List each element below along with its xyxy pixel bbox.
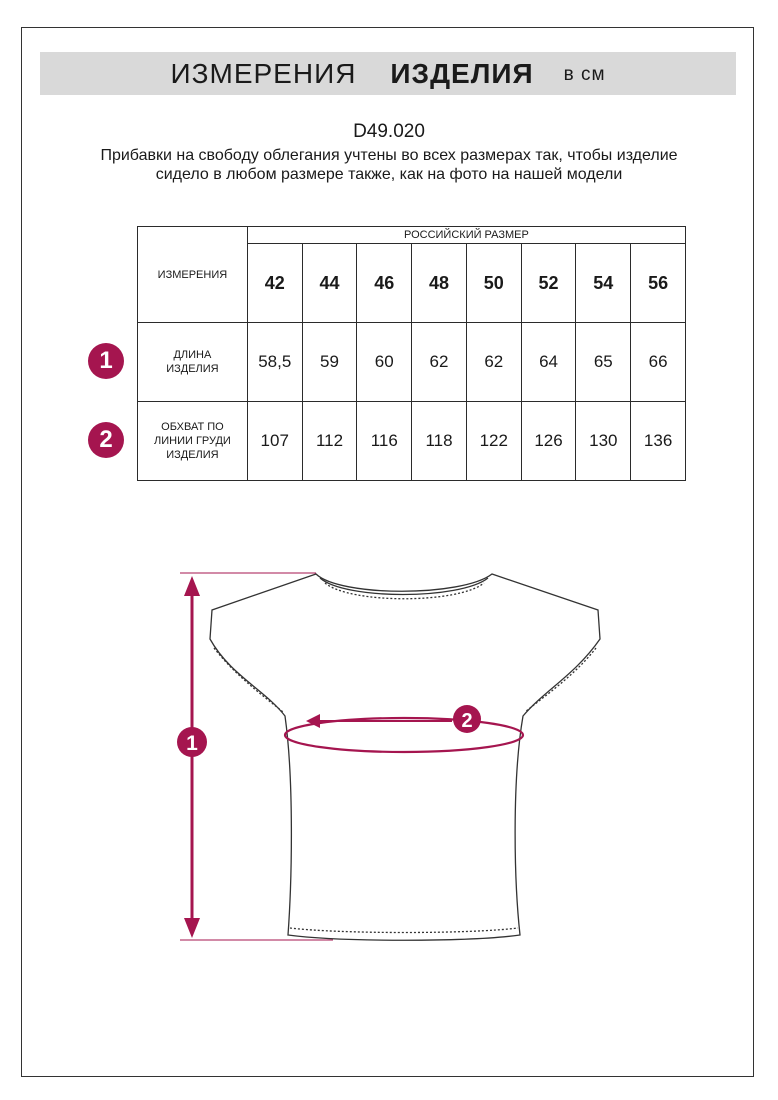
diagram-marker-1	[177, 727, 207, 757]
table-cell: 126	[521, 402, 576, 481]
table-cell: 62	[412, 323, 467, 402]
size-header: 46	[357, 244, 412, 323]
size-header: 42	[247, 244, 302, 323]
table-cell: 58,5	[247, 323, 302, 402]
size-header: 54	[576, 244, 631, 323]
size-header: 50	[466, 244, 521, 323]
size-header: 52	[521, 244, 576, 323]
table-cell: 59	[302, 323, 357, 402]
fit-description: Прибавки на свободу облегания учтены во всех размерах так, чтобы изделие сидело в любом размере также, как на фото на нашей модели	[100, 147, 678, 183]
title-word-measurements: ИЗМЕРЕНИЯ	[170, 57, 357, 89]
table-cell: 60	[357, 323, 412, 402]
table-cell: 64	[521, 323, 576, 402]
table-cell: 136	[631, 402, 686, 481]
table-cell: 107	[247, 402, 302, 481]
tshirt-outline	[210, 574, 600, 940]
table-cell: 62	[466, 323, 521, 402]
chest-ellipse	[285, 718, 523, 752]
table-cell: 122	[466, 402, 521, 481]
size-header: 48	[412, 244, 467, 323]
table-cell: 130	[576, 402, 631, 481]
row-label-length: ДЛИНА ИЗДЕЛИЯ	[138, 323, 248, 402]
length-arrow-up	[184, 576, 200, 596]
length-arrow-down	[184, 918, 200, 938]
table-cell: 65	[576, 323, 631, 402]
row-number-badge-1: 1	[88, 343, 124, 379]
row-number-badge-2: 2	[88, 422, 124, 458]
model-code: D49.020	[353, 121, 425, 142]
table-cell: 66	[631, 323, 686, 402]
measurement-guides	[180, 573, 523, 940]
table-cell: 112	[302, 402, 357, 481]
row-label-chest: ОБХВАТ ПО ЛИНИИ ГРУДИ ИЗДЕЛИЯ	[138, 402, 248, 481]
russian-size-header: РОССИЙСКИЙ РАЗМЕР	[247, 227, 685, 244]
table-cell: 116	[357, 402, 412, 481]
size-header: 44	[302, 244, 357, 323]
diagram-marker-1-label: 1	[186, 732, 198, 755]
diagram-marker-2	[453, 705, 481, 733]
size-header: 56	[631, 244, 686, 323]
diagram-marker-2-label: 2	[461, 710, 473, 732]
measurements-header: ИЗМЕРЕНИЯ	[138, 227, 248, 323]
title-word-product: ИЗДЕЛИЯ	[390, 57, 534, 89]
table-cell: 118	[412, 402, 467, 481]
title-unit: в см	[563, 64, 606, 85]
